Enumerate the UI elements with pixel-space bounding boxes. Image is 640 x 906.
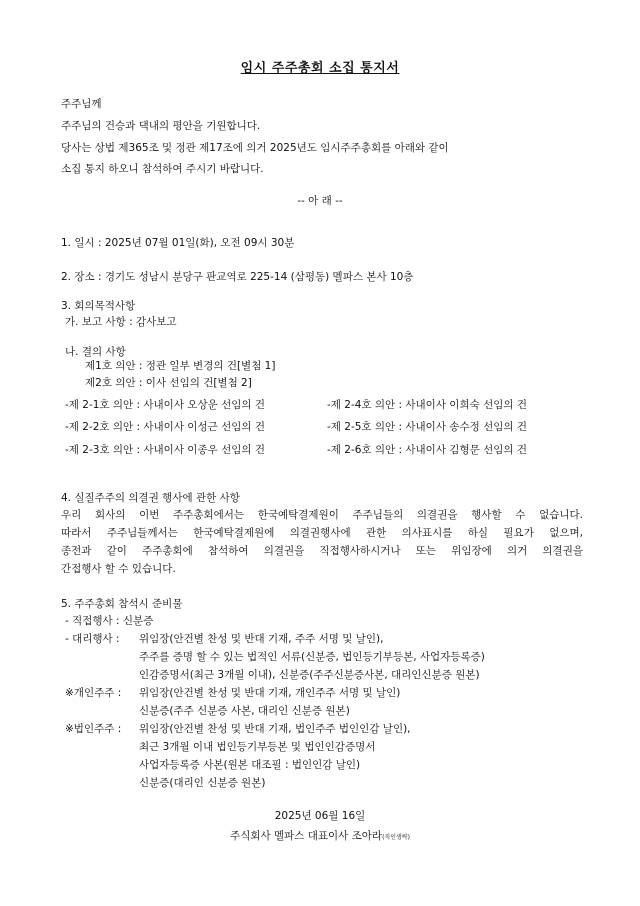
seal-omitted-note: (직인생략) — [382, 834, 410, 841]
prep-individual-line: 신분증(주주 신분증 사본, 대리인 신분증 원본) — [139, 705, 350, 717]
voting-paragraph-line: 우리 회사의 이번 주주총회에서는 한국예탁결제원이 주주님들의 의결권을 행사할 수 없습니다. — [61, 509, 583, 521]
voting-paragraph-line: 간접행사 할 수 있습니다. — [61, 563, 176, 575]
prep-corporate-line: 위임장(안건별 찬성 및 반대 기재, 법인주주 법인인감 날인), — [139, 723, 411, 735]
sub-agenda-2-5: -제 2-5호 의안 : 사내이사 송수정 선임의 건 — [327, 421, 527, 433]
document-title: 임시 주주총회 소집 통지서 — [240, 61, 400, 76]
prep-proxy-line: 위임장(안건별 찬성 및 반대 기재, 주주 서명 및 날인), — [139, 633, 384, 645]
prep-heading: 5. 주주총회 참석시 준비물 — [61, 598, 183, 610]
notice-marker: -- 아 래 -- — [297, 195, 343, 207]
voting-paragraph-line: 따라서 주주님들께서는 한국예탁결제원에 의결권행사에 관한 의사표시를 하실 필요가 없으며, — [61, 527, 583, 539]
greeting-request: 소집 통지 하오니 참석하여 주시기 바랍니다. — [61, 163, 264, 175]
sub-agenda-2-4: -제 2-4호 의안 : 사내이사 이희숙 선임의 건 — [327, 399, 527, 411]
prep-proxy-line: 인감증명서(최근 3개월 이내), 신분증(주주신분증사본, 대리인신분증 원본) — [139, 669, 480, 681]
prep-individual-line: 위임장(안건별 찬성 및 반대 기재, 개인주주 서명 및 날인) — [139, 687, 401, 699]
prep-corporate-line: 사업자등록증 사본(원본 대조필 : 법인인감 날인) — [139, 759, 361, 771]
greeting-wish: 주주님의 건승과 댁내의 평안을 기원합니다. — [61, 120, 261, 132]
signature-company-ceo: 주식회사 멜파스 대표이사 조아라 — [230, 830, 383, 842]
sub-agenda-2-2: -제 2-2호 의안 : 사내이사 이성근 선임의 건 — [65, 421, 265, 433]
prep-proxy-line: 주주를 증명 할 수 있는 법적인 서류(신분증, 법인등기부등본, 사업자등록증) — [139, 651, 485, 663]
item-agenda-heading: 3. 회의목적사항 — [61, 300, 136, 312]
item-location: 2. 장소 : 경기도 성남시 분당구 판교역로 225-14 (삼평동) 멜파스 본사 10층 — [61, 271, 414, 283]
agenda-item-2: 제2호 의안 : 이사 선임의 건[별첨 2] — [85, 377, 252, 389]
prep-direct: - 직접행사 : 신분증 — [65, 615, 154, 627]
voting-heading: 4. 실질주주의 의결권 행사에 관한 사항 — [61, 492, 240, 504]
signature-line — [0, 829, 640, 845]
greeting-addressee: 주주님께 — [61, 98, 102, 110]
sub-agenda-2-3: -제 2-3호 의안 : 사내이사 이종우 선임의 건 — [65, 444, 265, 456]
voting-paragraph-line: 종전과 같이 주주총회에 참석하여 의결권을 직접행사하시거나 또는 위임장에 의거 의결권을 — [61, 545, 583, 557]
prep-corporate-line: 신분증(대리인 신분증 원본) — [139, 777, 266, 789]
agenda-item-1: 제1호 의안 : 정관 일부 변경의 건[별첨 1] — [85, 360, 276, 372]
item-datetime: 1. 일시 : 2025년 07월 01일(화), 오전 09시 30분 — [61, 237, 295, 249]
prep-corporate-label: ※법인주주 : — [65, 723, 122, 735]
notice-date: 2025년 06월 16일 — [274, 810, 366, 822]
prep-individual-label: ※개인주주 : — [65, 687, 122, 699]
report-items: 가. 보고 사항 : 감사보고 — [65, 316, 177, 328]
resolution-heading: 나. 결의 사항 — [65, 346, 126, 358]
sub-agenda-2-6: -제 2-6호 의안 : 사내이사 김형문 선임의 건 — [327, 444, 527, 456]
prep-corporate-line: 최근 3개월 이내 법인등기부등본 및 법인인감증명서 — [139, 741, 376, 753]
greeting-notice: 당사는 상법 제365조 및 정관 제17조에 의거 2025년도 임시주주총회를 아래와 같이 — [61, 142, 449, 154]
sub-agenda-2-1: -제 2-1호 의안 : 사내이사 오상운 선임의 건 — [65, 399, 265, 411]
prep-proxy-label: - 대리행사 : — [65, 633, 120, 645]
